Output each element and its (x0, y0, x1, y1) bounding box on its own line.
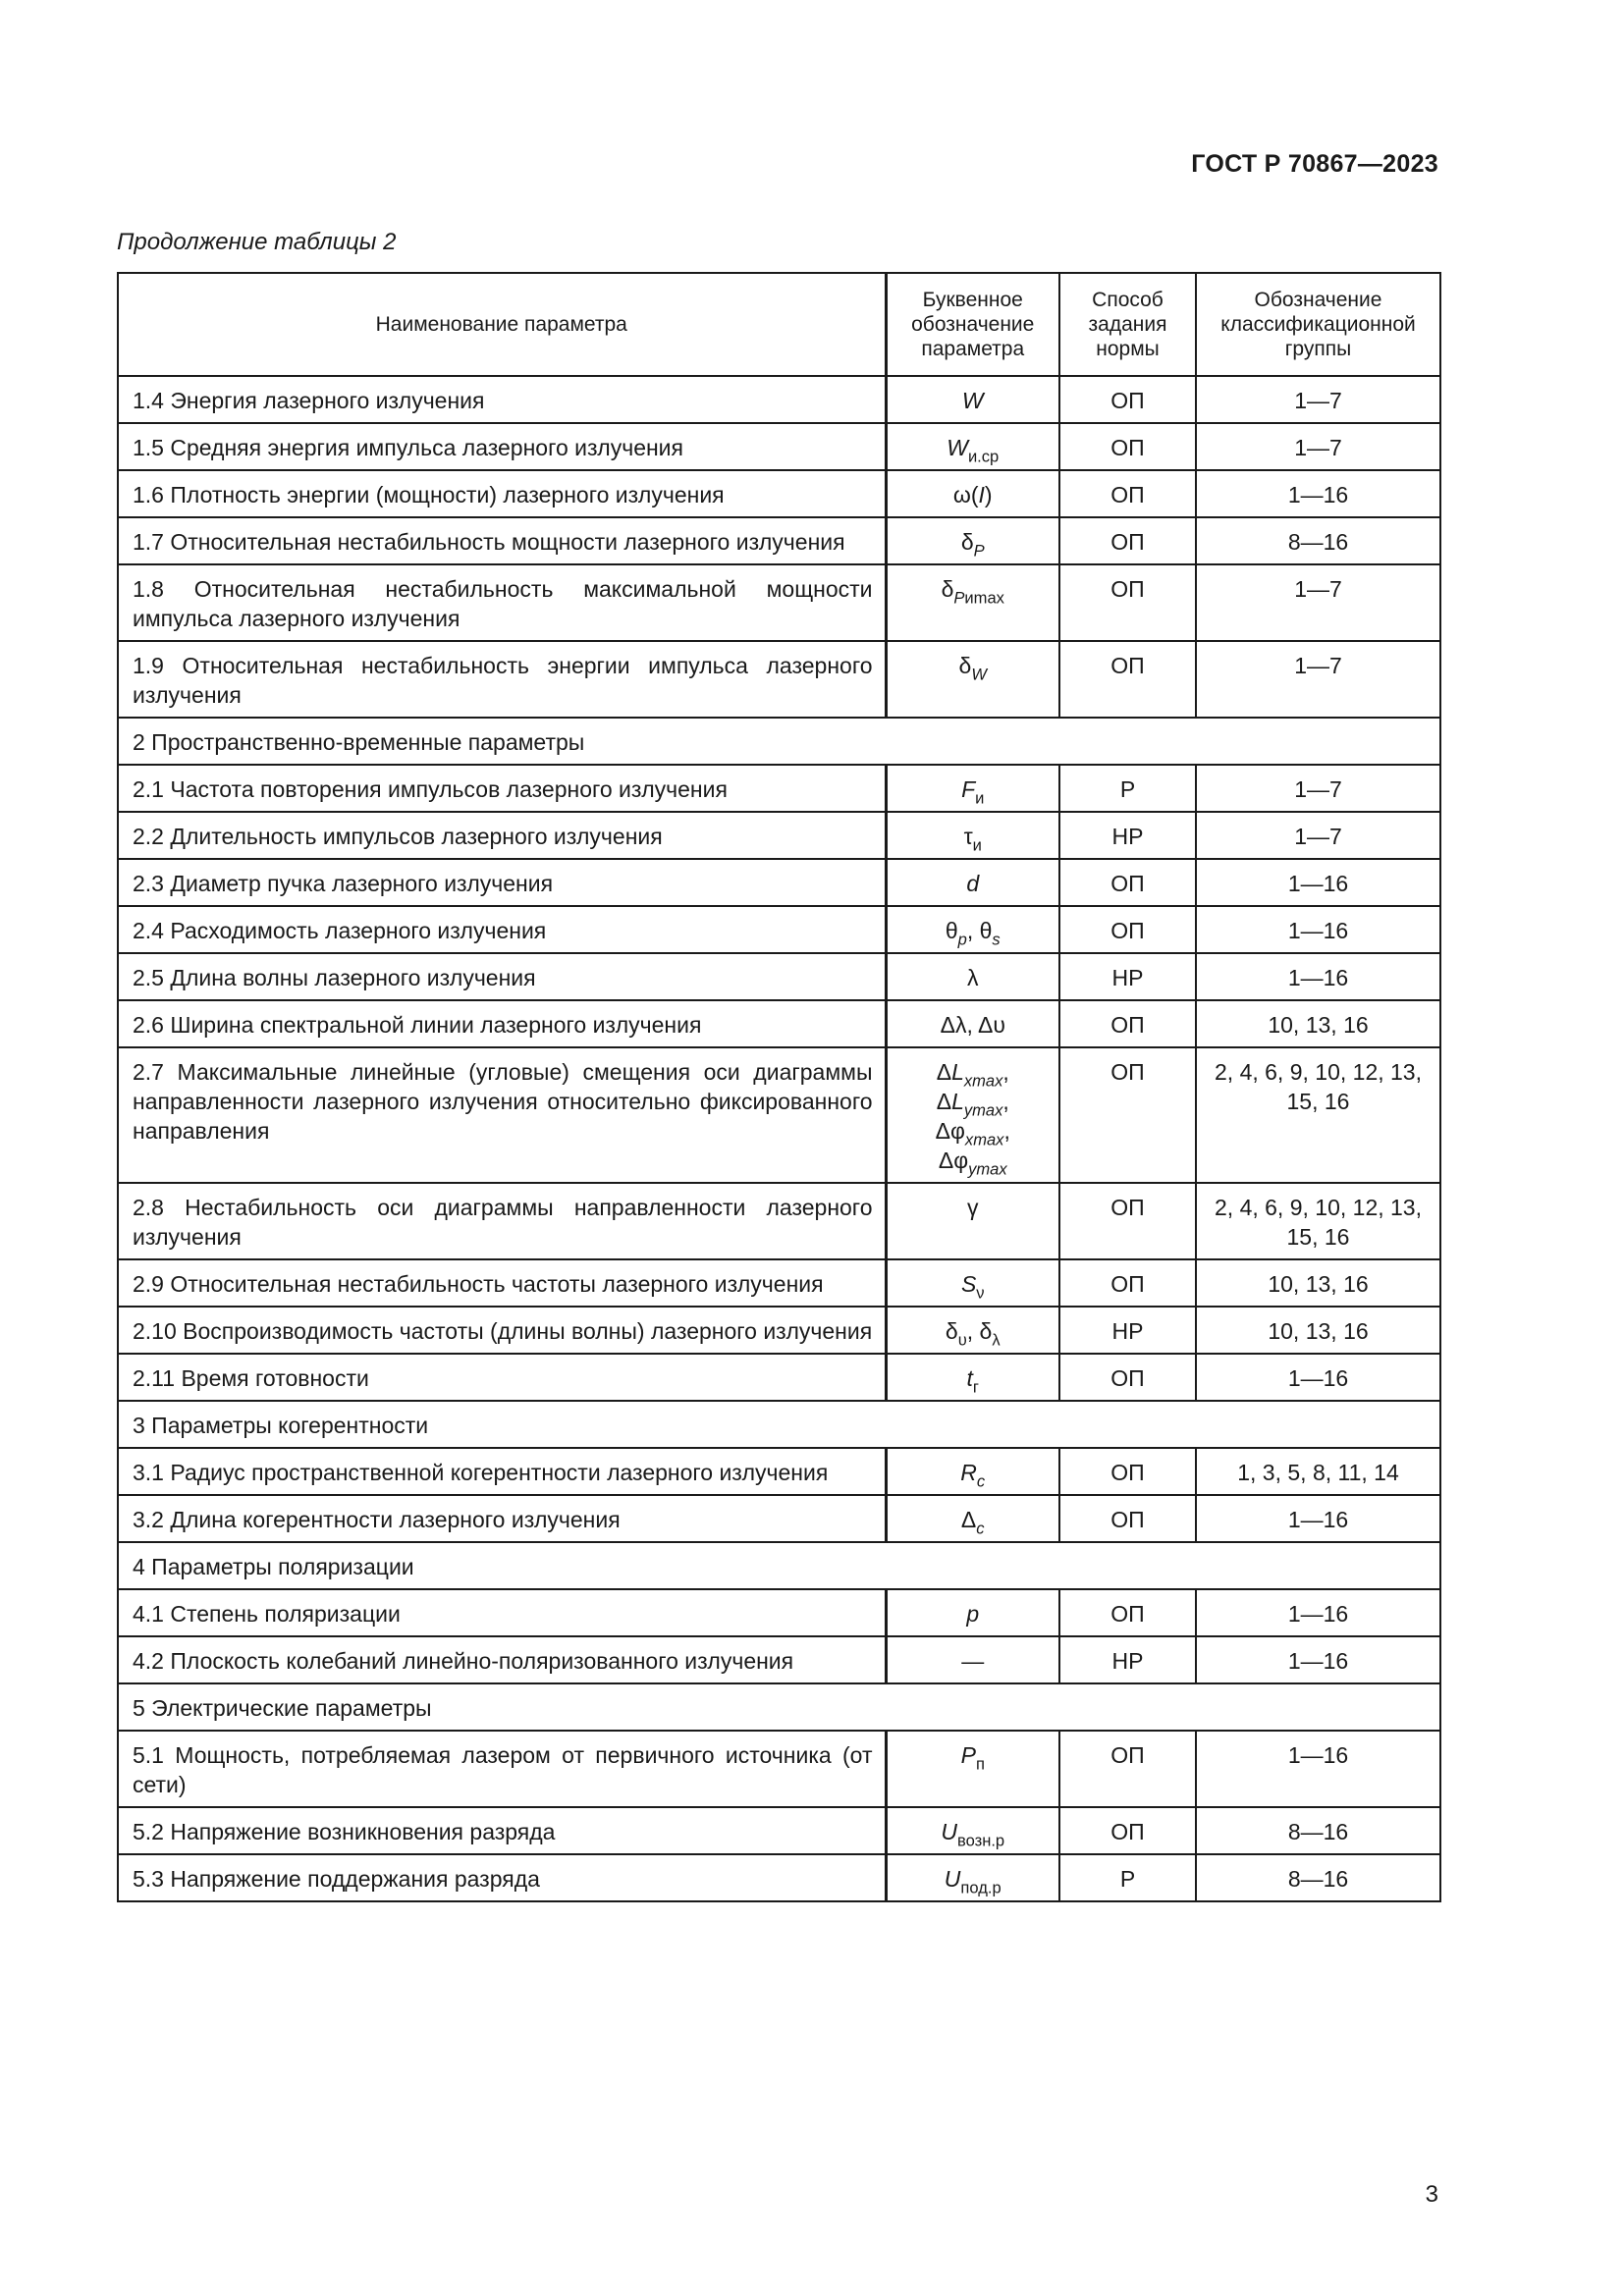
parameter-name: 1.6 Плотность энергии (мощности) лазерного излучения (118, 470, 886, 517)
parameter-symbol: $F_и$ (886, 765, 1059, 812)
parameter-name: 2.1 Частота повторения импульсов лазерного излучения (118, 765, 886, 812)
document-code: ГОСТ Р 70867—2023 (1191, 150, 1438, 178)
table-row (118, 1448, 1440, 1495)
norm-method: ОП (1059, 1807, 1196, 1854)
norm-method: ОП (1059, 1589, 1196, 1636)
parameter-name: 4.1 Степень поляризации (118, 1589, 886, 1636)
parameter-name: 3.2 Длина когерентности лазерного излучения (118, 1495, 886, 1542)
table-row (118, 1047, 1440, 1183)
table-row (118, 1589, 1440, 1636)
section-row (118, 1683, 1440, 1731)
table-row (118, 1183, 1440, 1259)
norm-method: Р (1059, 1854, 1196, 1901)
table-row (118, 1807, 1440, 1854)
classification-group: 1—7 (1196, 564, 1440, 641)
classification-group: 1—7 (1196, 812, 1440, 859)
table-row (118, 859, 1440, 906)
classification-group: 1—16 (1196, 953, 1440, 1000)
classification-group: 10, 13, 16 (1196, 1000, 1440, 1047)
parameter-symbol: $\theta_p$, $\theta_s$ (886, 906, 1059, 953)
table-header-row (118, 273, 1440, 376)
parameter-symbol: γ (886, 1183, 1059, 1259)
parameter-name: 5.2 Напряжение возникновения разряда (118, 1807, 886, 1854)
table-row (118, 953, 1440, 1000)
section-title: 5 Электрические параметры (118, 1683, 1440, 1731)
table-row (118, 765, 1440, 812)
classification-group: 1—7 (1196, 765, 1440, 812)
section-title: 2 Пространственно-временные параметры (118, 718, 1440, 765)
table-row (118, 812, 1440, 859)
page-number: 3 (1425, 2181, 1438, 2208)
parameter-symbol: $S_\nu$ (886, 1259, 1059, 1307)
table-row (118, 1731, 1440, 1807)
parameter-symbol: $W_{и.ср}$ (886, 423, 1059, 470)
classification-group: 1—16 (1196, 1495, 1440, 1542)
parameter-name: 1.9 Относительная нестабильность энергии импульса лазерного излучения (118, 641, 886, 718)
parameter-symbol: $R_c$ (886, 1448, 1059, 1495)
classification-group: 1—16 (1196, 859, 1440, 906)
norm-method: ОП (1059, 906, 1196, 953)
parameter-name: 1.8 Относительная нестабильность максимальной мощности импульса лазерного излучения (118, 564, 886, 641)
table-caption: Продолжение таблицы 2 (117, 229, 397, 255)
parameter-symbol: p (886, 1589, 1059, 1636)
classification-group: 1—16 (1196, 1731, 1440, 1807)
section-row (118, 1401, 1440, 1448)
parameter-name: 2.3 Диаметр пучка лазерного излучения (118, 859, 886, 906)
parameter-name: 2.8 Нестабильность оси диаграммы направленности лазерного излучения (118, 1183, 886, 1259)
parameter-symbol: $\delta_{Pиmax}$ (886, 564, 1059, 641)
parameter-symbol: $\delta_P$ (886, 517, 1059, 564)
norm-method: ОП (1059, 859, 1196, 906)
parameter-symbol: $\tau_и$ (886, 812, 1059, 859)
parameter-name: 2.11 Время готовности (118, 1354, 886, 1401)
parameter-symbol: — (886, 1636, 1059, 1683)
section-title: 3 Параметры когерентности (118, 1401, 1440, 1448)
parameter-name: 2.7 Максимальные линейные (угловые) смещения оси диаграммы направленности лазерного излучения относительно фиксированного направления (118, 1047, 886, 1183)
parameter-symbol: d (886, 859, 1059, 906)
classification-group: 8—16 (1196, 1854, 1440, 1901)
parameter-symbol: $t_г$ (886, 1354, 1059, 1401)
classification-group: 1—7 (1196, 423, 1440, 470)
parameters-table (117, 272, 1441, 1902)
classification-group: 10, 13, 16 (1196, 1259, 1440, 1307)
parameter-name: 2.4 Расходимость лазерного излучения (118, 906, 886, 953)
classification-group: 1, 3, 5, 8, 11, 14 (1196, 1448, 1440, 1495)
norm-method: ОП (1059, 1731, 1196, 1807)
norm-method: НР (1059, 953, 1196, 1000)
parameter-symbol: $\Delta_c$ (886, 1495, 1059, 1542)
norm-method: ОП (1059, 1183, 1196, 1259)
norm-method: НР (1059, 812, 1196, 859)
parameter-symbol: ω(I) (886, 470, 1059, 517)
table-row (118, 1854, 1440, 1901)
parameter-symbol: $U_{под.р}$ (886, 1854, 1059, 1901)
table-row (118, 1307, 1440, 1354)
parameter-name: 3.1 Радиус пространственной когерентности лазерного излучения (118, 1448, 886, 1495)
parameter-symbol: $\Delta L_{xmax}$, $\Delta L_{ymax}$, $\Delta\varphi_{xmax}$, $\Delta\varphi_{ymax}$ (886, 1047, 1059, 1183)
parameter-name: 2.9 Относительная нестабильность частоты лазерного излучения (118, 1259, 886, 1307)
classification-group: 1—16 (1196, 470, 1440, 517)
norm-method: Р (1059, 765, 1196, 812)
parameter-name: 5.3 Напряжение поддержания разряда (118, 1854, 886, 1901)
parameter-name: 2.6 Ширина спектральной линии лазерного излучения (118, 1000, 886, 1047)
parameter-symbol: W (886, 376, 1059, 423)
parameter-name: 1.7 Относительная нестабильность мощности лазерного излучения (118, 517, 886, 564)
table-row (118, 1495, 1440, 1542)
parameter-name: 4.2 Плоскость колебаний линейно-поляризованного излучения (118, 1636, 886, 1683)
parameter-symbol: $\delta_W$ (886, 641, 1059, 718)
classification-group: 1—7 (1196, 376, 1440, 423)
table-row (118, 470, 1440, 517)
parameter-name: 2.2 Длительность импульсов лазерного излучения (118, 812, 886, 859)
table-row (118, 564, 1440, 641)
norm-method: НР (1059, 1307, 1196, 1354)
norm-method: НР (1059, 1636, 1196, 1683)
norm-method: ОП (1059, 517, 1196, 564)
norm-method: ОП (1059, 1047, 1196, 1183)
section-row (118, 718, 1440, 765)
header-parameter-name: Наименование параметра (118, 273, 886, 376)
classification-group: 1—16 (1196, 1589, 1440, 1636)
header-letter-symbol: Буквенное обозначение параметра (886, 273, 1059, 376)
classification-group: 10, 13, 16 (1196, 1307, 1440, 1354)
parameter-symbol: λ (886, 953, 1059, 1000)
table-row (118, 906, 1440, 953)
parameter-name: 2.10 Воспроизводимость частоты (длины волны) лазерного излучения (118, 1307, 886, 1354)
classification-group: 1—16 (1196, 1354, 1440, 1401)
classification-group: 1—16 (1196, 1636, 1440, 1683)
table-row (118, 376, 1440, 423)
table-row (118, 1354, 1440, 1401)
parameter-symbol: $U_{возн.р}$ (886, 1807, 1059, 1854)
norm-method: ОП (1059, 470, 1196, 517)
table-row (118, 423, 1440, 470)
classification-group: 1—7 (1196, 641, 1440, 718)
parameter-name: 1.5 Средняя энергия импульса лазерного излучения (118, 423, 886, 470)
norm-method: ОП (1059, 1259, 1196, 1307)
norm-method: ОП (1059, 1000, 1196, 1047)
parameter-symbol: Δλ, Δυ (886, 1000, 1059, 1047)
norm-method: ОП (1059, 1354, 1196, 1401)
table-row (118, 517, 1440, 564)
table-row (118, 1259, 1440, 1307)
norm-method: ОП (1059, 376, 1196, 423)
table-row (118, 1636, 1440, 1683)
norm-method: ОП (1059, 1495, 1196, 1542)
parameter-name: 1.4 Энергия лазерного излучения (118, 376, 886, 423)
header-classification-group: Обозначение классификационной группы (1196, 273, 1440, 376)
classification-group: 8—16 (1196, 517, 1440, 564)
section-title: 4 Параметры поляризации (118, 1542, 1440, 1589)
norm-method: ОП (1059, 641, 1196, 718)
norm-method: ОП (1059, 1448, 1196, 1495)
table-row (118, 1000, 1440, 1047)
parameter-symbol: $\delta_\upsilon$, $\delta_\lambda$ (886, 1307, 1059, 1354)
classification-group: 8—16 (1196, 1807, 1440, 1854)
classification-group: 2, 4, 6, 9, 10, 12, 13, 15, 16 (1196, 1183, 1440, 1259)
section-row (118, 1542, 1440, 1589)
norm-method: ОП (1059, 423, 1196, 470)
classification-group: 2, 4, 6, 9, 10, 12, 13, 15, 16 (1196, 1047, 1440, 1183)
header-norm-method: Способ задания нормы (1059, 273, 1196, 376)
parameter-name: 2.5 Длина волны лазерного излучения (118, 953, 886, 1000)
classification-group: 1—16 (1196, 906, 1440, 953)
parameter-symbol: $P_п$ (886, 1731, 1059, 1807)
parameter-name: 5.1 Мощность, потребляемая лазером от первичного источника (от сети) (118, 1731, 886, 1807)
norm-method: ОП (1059, 564, 1196, 641)
table-row (118, 641, 1440, 718)
